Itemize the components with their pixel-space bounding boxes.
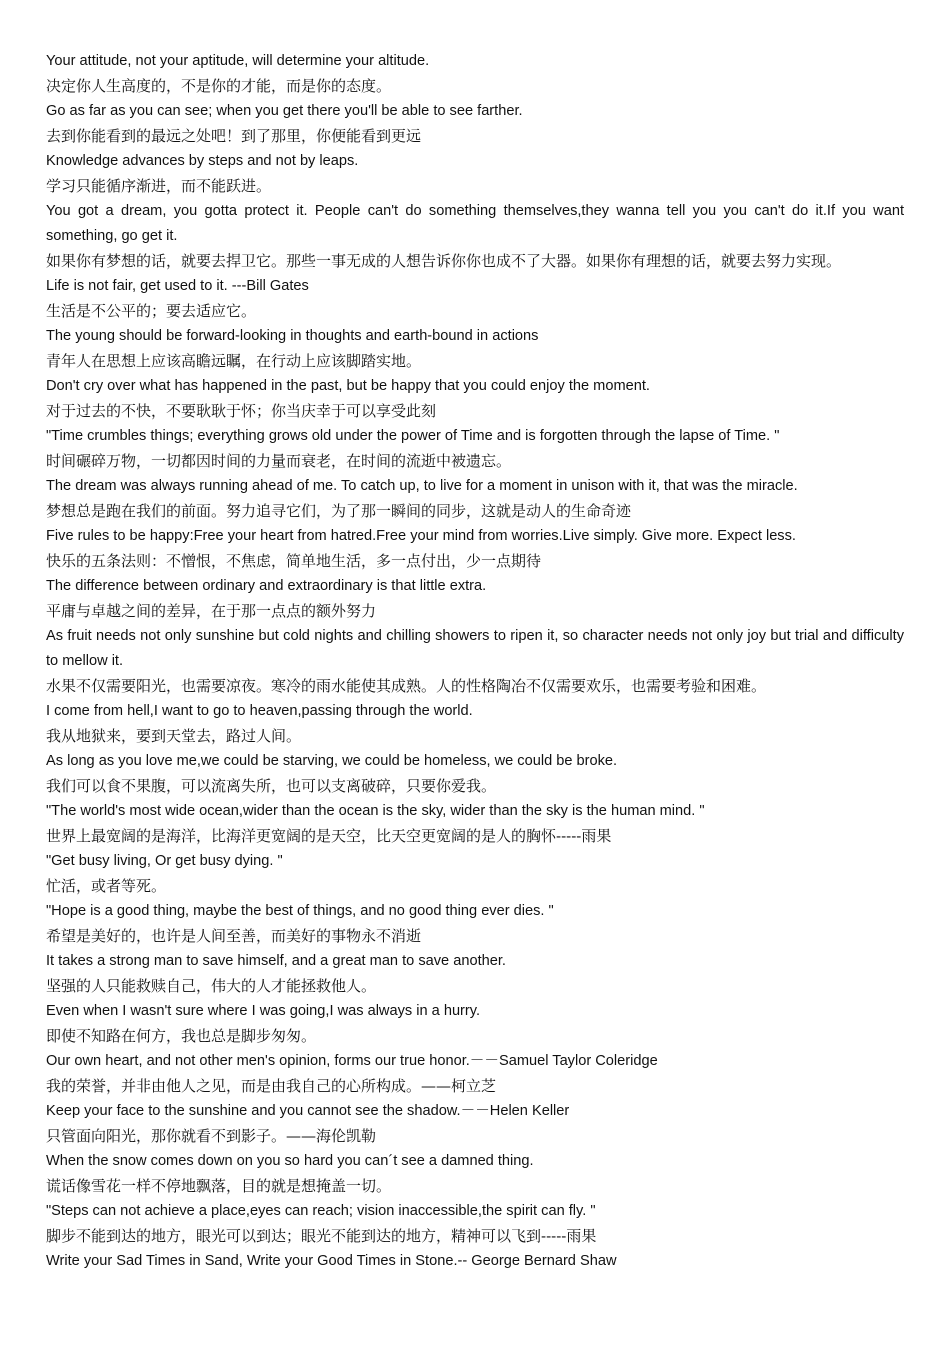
document-page [46, 49, 904, 1274]
quote-english: Keep your face to the sunshine and you cannot see the shadow.－－Helen Keller [46, 1103, 570, 1119]
quote-english: Our own heart, and not other men's opinion, forms our true honor.－－Samuel Taylor Coleridge [46, 1053, 658, 1069]
quote-english: Don't cry over what has happened in the past, but be happy that you could enjoy the moment. [46, 378, 650, 394]
quote-english: "Get busy living, Or get busy dying. " [46, 853, 283, 869]
quote-english: I come from hell,I want to go to heaven,passing through the world. [46, 703, 473, 719]
quote-english: As fruit needs not only sunshine but cold nights and chilling showers to ripen it, so character needs not only joy but trial and difficulty to mellow it. [46, 628, 904, 669]
quote-chinese: 即使不知路在何方，我也总是脚步匆匆。 [46, 1027, 317, 1045]
quote-chinese: 谎话像雪花一样不停地飘落，目的就是想掩盖一切。 [46, 1177, 392, 1195]
quote-english: The young should be forward-looking in thoughts and earth-bound in actions [46, 328, 539, 344]
quote-chinese: 去到你能看到的最远之处吧！到了那里，你便能看到更远 [46, 127, 422, 145]
quote-chinese: 我们可以食不果腹，可以流离失所，也可以支离破碎，只要你爱我。 [46, 777, 497, 795]
quote-chinese: 如果你有梦想的话，就要去捍卫它。那些一事无成的人想告诉你你也成不了大器。如果你有理想的话，就要去努力实现。 [46, 252, 842, 270]
quote-english: Knowledge advances by steps and not by leaps. [46, 153, 359, 169]
quote-english: Go as far as you can see; when you get there you'll be able to see farther. [46, 103, 523, 119]
quote-english: You got a dream, you gotta protect it. People can't do something themselves,they wanna tell you you can't do it.If you want something, go get it. [46, 203, 904, 244]
quote-chinese: 世界上最宽阔的是海洋，比海洋更宽阔的是天空，比天空更宽阔的是人的胸怀-----雨果 [46, 827, 612, 845]
quote-english: "Time crumbles things; everything grows old under the power of Time and is forgotten through the lapse of Time. " [46, 428, 780, 444]
quote-chinese: 生活是不公平的；要去适应它。 [46, 302, 257, 320]
quote-english: The difference between ordinary and extraordinary is that little extra. [46, 578, 487, 594]
quote-chinese: 我从地狱来，要到天堂去，路过人间。 [46, 727, 302, 745]
quote-chinese: 学习只能循序渐进，而不能跃进。 [46, 177, 272, 195]
quote-chinese: 时间碾碎万物，一切都因时间的力量而衰老，在时间的流逝中被遗忘。 [46, 452, 512, 470]
quote-english: "The world's most wide ocean,wider than the ocean is the sky, wider than the sky is the human mind. " [46, 803, 705, 819]
quote-chinese: 梦想总是跑在我们的前面。努力追寻它们，为了那一瞬间的同步，这就是动人的生命奇迹 [46, 502, 632, 520]
quote-english: "Hope is a good thing, maybe the best of things, and no good thing ever dies. " [46, 903, 554, 919]
quote-chinese: 决定你人生高度的，不是你的才能，而是你的态度。 [46, 77, 392, 95]
quote-chinese: 青年人在思想上应该高瞻远瞩，在行动上应该脚踏实地。 [46, 352, 422, 370]
quote-chinese: 希望是美好的，也许是人间至善，而美好的事物永不消逝 [46, 927, 422, 945]
quote-english: As long as you love me,we could be starving, we could be homeless, we could be broke. [46, 753, 618, 769]
quote-chinese: 对于过去的不快，不要耿耿于怀；你当庆幸于可以享受此刻 [46, 402, 437, 420]
quote-chinese: 水果不仅需要阳光，也需要凉夜。寒冷的雨水能使其成熟。人的性格陶冶不仅需要欢乐，也需要考验和困难。 [46, 677, 767, 695]
quote-english: Five rules to be happy:Free your heart from hatred.Free your mind from worries.Live simply. Give more. Expect less. [46, 528, 796, 544]
quote-english: When the snow comes down on you so hard you can´t see a damned thing. [46, 1153, 534, 1169]
quote-english: Your attitude, not your aptitude, will determine your altitude. [46, 53, 430, 69]
quote-chinese: 快乐的五条法则：不憎恨，不焦虑，简单地生活，多一点付出，少一点期待 [46, 552, 542, 570]
quote-english: "Steps can not achieve a place,eyes can reach; vision inaccessible,the spirit can fly. " [46, 1203, 596, 1219]
quote-chinese: 我的荣誉，并非由他人之见，而是由我自己的心所构成。——柯立芝 [46, 1077, 497, 1095]
quote-english: The dream was always running ahead of me. To catch up, to live for a moment in unison with it, that was the miracle. [46, 478, 798, 494]
quote-chinese: 坚强的人只能救赎自己，伟大的人才能拯救他人。 [46, 977, 377, 995]
quote-chinese: 忙活，或者等死。 [46, 877, 167, 895]
quote-english: Write your Sad Times in Sand, Write your Good Times in Stone.-- George Bernard Shaw [46, 1253, 617, 1269]
quote-english: Life is not fair, get used to it. ---Bill Gates [46, 278, 309, 294]
quote-english: It takes a strong man to save himself, and a great man to save another. [46, 953, 506, 969]
quote-chinese: 只管面向阳光，那你就看不到影子。——海伦凯勒 [46, 1127, 377, 1145]
quote-chinese: 平庸与卓越之间的差异，在于那一点点的额外努力 [46, 602, 377, 620]
quote-chinese: 脚步不能到达的地方，眼光可以到达；眼光不能到达的地方，精神可以飞到-----雨果 [46, 1227, 597, 1245]
quote-english: Even when I wasn't sure where I was going,I was always in a hurry. [46, 1003, 481, 1019]
